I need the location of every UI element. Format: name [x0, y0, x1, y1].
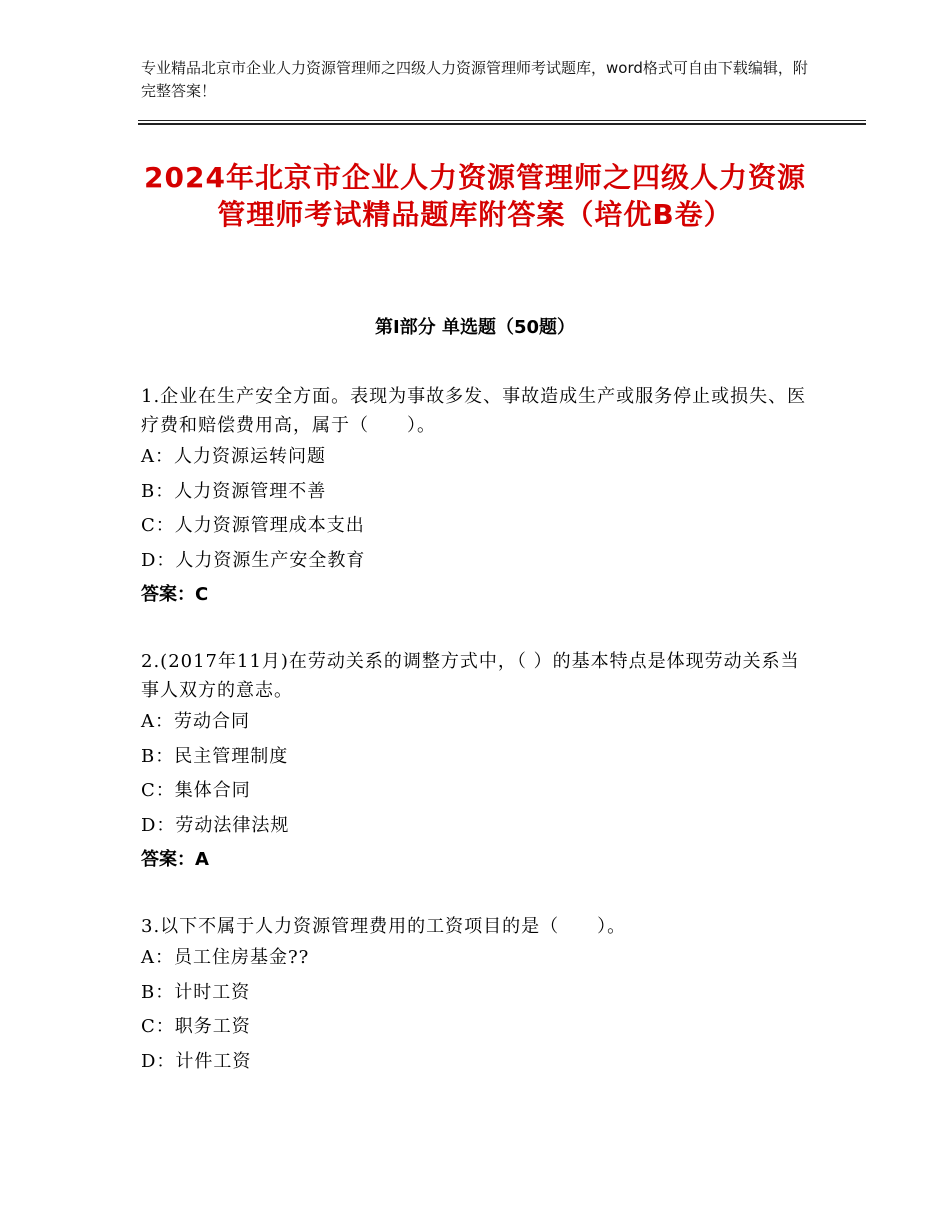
question-spacer [141, 877, 811, 912]
option-d: D：人力资源生产安全教育 [141, 549, 366, 571]
header-rule-thick [138, 123, 866, 125]
question-spacer [141, 612, 811, 647]
option-b: B：计时工资 [141, 981, 251, 1003]
option-a: A：劳动合同 [141, 711, 250, 732]
option-c: C：职务工资 [141, 1016, 251, 1037]
document-title: 2024年北京市企业人力资源管理师之四级人力资源管理师考试精品题库附答案（培优B卷） [144, 161, 806, 231]
option-c: C：集体合同 [141, 780, 251, 801]
section-title: 第Ⅰ部分 单选题（50题） [374, 317, 575, 338]
question-stem: 2.(2017年11月)在劳动关系的调整方式中，（ ）的基本特点是体现劳动关系当事人双方的意志。 [141, 651, 800, 701]
answer: 答案：A [141, 849, 209, 870]
question-list [141, 382, 811, 1079]
question-1 [141, 382, 811, 612]
option-b: B：民主管理制度 [141, 745, 289, 767]
option-a: A：员工住房基金?? [141, 947, 310, 968]
header-note: 专业精品北京市企业人力资源管理师之四级人力资源管理师考试题库，word格式可自由下载编辑，附完整答案！ [141, 59, 808, 100]
option-a: A：人力资源运转问题 [141, 446, 326, 467]
question-stem: 3.以下不属于人力资源管理费用的工资项目的是（ ）。 [141, 916, 627, 937]
answer: 答案：C [141, 584, 209, 605]
option-d: D：劳动法律法规 [141, 814, 290, 836]
question-3 [141, 912, 811, 1079]
header-rule-thin [138, 120, 866, 121]
option-c: C：人力资源管理成本支出 [141, 515, 365, 536]
question-2 [141, 647, 811, 877]
option-d: D：计件工资 [141, 1050, 252, 1072]
question-stem: 1.企业在生产安全方面。表现为事故多发、事故造成生产或服务停止或损失、医疗费和赔偿费用高，属于（ ）。 [141, 386, 807, 436]
option-b: B：人力资源管理不善 [141, 480, 327, 502]
